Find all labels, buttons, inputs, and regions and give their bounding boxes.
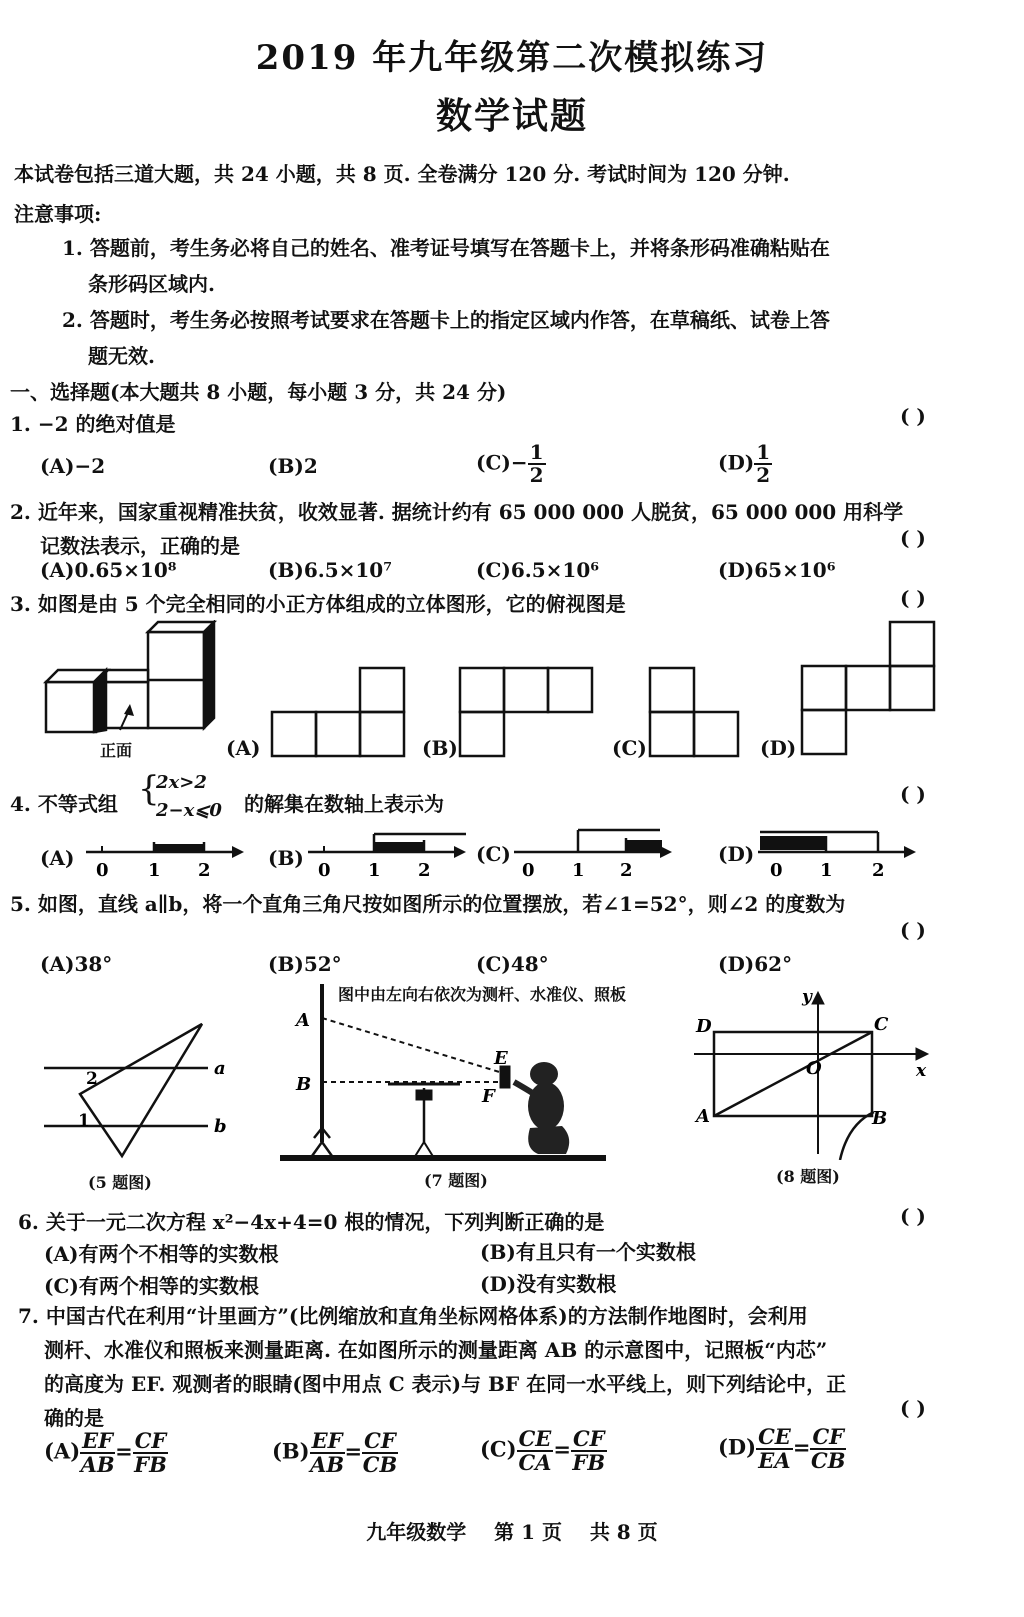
q3-option-d-figure — [796, 618, 940, 760]
q4a-tick-1: 1 — [148, 860, 161, 881]
q7-stem-line1: 7. 中国古代在利用“计里画方”(比例缩放和直角坐标网格体系)的方法制作地图时，会利用 — [18, 1304, 808, 1328]
q4-option-c-number-line — [512, 822, 676, 880]
q3-stem: 3. 如图是由 5 个完全相同的小正方体组成的立体图形，它的俯视图是 — [10, 592, 626, 616]
q7-option-c: (C) $\frac{CE}{CA}$ = $\frac{CF}{FB}$ — [480, 1426, 606, 1476]
q3-option-c-label: (C) — [612, 736, 647, 760]
notice-2-line1: 2. 答题时，考生务必按照考试要求在答题卡上的指定区域内作答，在草稿纸、试卷上答 — [62, 308, 830, 332]
q3-option-b-figure — [456, 664, 598, 760]
q3-option-a-label: (A) — [226, 736, 261, 760]
q4d-tick-0: 0 — [770, 860, 783, 880]
q5-option-b: (B)52° — [268, 952, 342, 976]
fig7-label-A: A — [296, 1010, 310, 1031]
q6-stem: 6. 关于一元二次方程 x²−4x+4=0 根的情况，下列判断正确的是 — [18, 1210, 605, 1234]
q1-option-a: (A)−2 — [40, 454, 106, 478]
q6-option-d: (D)没有实数根 — [480, 1272, 617, 1296]
fig8-caption: (8 题图) — [776, 1167, 840, 1186]
q1-answer-paren: ( ) — [900, 404, 926, 428]
q4-option-a-number-line — [84, 828, 248, 884]
fig7-label-F: F — [482, 1086, 495, 1107]
q6-answer-paren: ( ) — [900, 1204, 926, 1228]
q2-option-d: (D)65×10⁶ — [718, 558, 836, 582]
q4c-tick-0: 0 — [522, 860, 535, 880]
fig7-note: 图中由左向右依次为测杆、水准仪、照板 — [338, 985, 627, 1004]
q4-option-b-number-line — [306, 826, 470, 884]
fig7-surveying-diagram — [276, 978, 612, 1166]
page-footer: 九年级数学 第 1 页 共 8 页 — [366, 1520, 658, 1544]
q4-option-a-label: (A) — [40, 846, 75, 870]
q7-option-a: (A) $\frac{EF}{AB}$ = $\frac{CF}{FB}$ — [44, 1428, 167, 1478]
q4c-tick-2: 2 — [620, 860, 633, 880]
q2-option-a: (A)0.65×10⁸ — [40, 558, 177, 582]
q2-answer-paren: ( ) — [900, 526, 926, 550]
q3-option-c-figure — [646, 664, 746, 760]
q4b-tick-0: 0 — [318, 860, 331, 881]
q1-option-d: (D) $\frac{1}{2}$ — [718, 440, 771, 487]
q2-option-c: (C)6.5×10⁶ — [476, 558, 599, 582]
q3-answer-paren: ( ) — [900, 586, 926, 610]
q7-stem-line3: 的高度为 EF. 观测者的眼睛(图中用点 C 表示)与 BF 在同一水平线上，则下列结论中，正 — [44, 1372, 847, 1396]
fig8-label-D: D — [696, 1016, 712, 1037]
q2-option-b: (B)6.5×10⁷ — [268, 558, 392, 582]
q7-stem-line2: 测杆、水准仪和照板来测量距离. 在如图所示的测量距离 AB 的示意图中，记照板“内芯” — [44, 1338, 828, 1362]
q6-option-c: (C)有两个相等的实数根 — [44, 1274, 259, 1298]
fig8-label-C: C — [874, 1014, 889, 1035]
q4b-tick-2: 2 — [418, 860, 431, 881]
q4-brace: { — [138, 769, 160, 809]
q4-option-d-number-line — [756, 822, 920, 880]
q1-stem: 1. −2 的绝对值是 — [10, 412, 176, 436]
q4-option-d-label: (D) — [718, 842, 755, 866]
q4-stem-post: 的解集在数轴上表示为 — [244, 792, 444, 816]
q4-option-b-label: (B) — [268, 846, 304, 870]
q4c-tick-1: 1 — [572, 860, 585, 880]
fig5-parallel-lines-triangle — [40, 1012, 240, 1162]
intro-text: 本试卷包括三道大题，共 24 小题，共 8 页. 全卷满分 120 分. 考试时间为 120 分钟. — [14, 162, 790, 186]
fig8-label-O: O — [806, 1058, 822, 1079]
fig5-label-b: b — [214, 1116, 227, 1137]
notice-heading: 注意事项: — [14, 202, 102, 226]
q4b-tick-1: 1 — [368, 860, 381, 881]
q4a-tick-0: 0 — [96, 860, 109, 881]
q7-answer-paren: ( ) — [900, 1396, 926, 1420]
q2-stem-line2: 记数法表示，正确的是 — [40, 534, 240, 558]
q4-option-c-label: (C) — [476, 842, 511, 866]
q1-option-b: (B)2 — [268, 454, 318, 478]
q1-c-fraction: $\frac{1}{2}$ — [529, 440, 544, 487]
q6-option-b: (B)有且只有一个实数根 — [480, 1240, 696, 1264]
fig8-label-x: x — [916, 1061, 927, 1081]
q7-option-d: (D) $\frac{CE}{EA}$ = $\frac{CF}{CB}$ — [718, 1424, 846, 1474]
notice-1-line2: 条形码区域内. — [88, 272, 215, 296]
page-subtitle: 数学试题 — [435, 95, 588, 137]
q3-option-a-figure — [268, 664, 408, 760]
q5-stem: 5. 如图，直线 a∥b，将一个直角三角尺按如图所示的位置摆放，若∠1=52°，则∠2 的度数为 — [10, 892, 846, 916]
fig8-label-y: y — [802, 987, 812, 1007]
q7-stem-line4: 确的是 — [44, 1406, 104, 1430]
q3-option-b-label: (B) — [422, 736, 458, 760]
fig8-label-A: A — [696, 1106, 710, 1127]
fig7-caption: (7 题图) — [424, 1171, 488, 1190]
q5-option-d: (D)62° — [718, 952, 793, 976]
q1-option-c: (C)− $\frac{1}{2}$ — [476, 440, 544, 487]
fig7-label-B: B — [296, 1074, 312, 1095]
q3-option-d-label: (D) — [760, 736, 797, 760]
q4-stem-pre: 4. 不等式组 — [10, 792, 118, 816]
q5-option-a: (A)38° — [40, 952, 113, 976]
notice-2-line2: 题无效. — [88, 344, 155, 368]
q7-option-b: (B) $\frac{EF}{AB}$ = $\frac{CF}{CB}$ — [272, 1428, 398, 1478]
q4a-tick-2: 2 — [198, 860, 211, 881]
q3-front-label: 正面 — [100, 741, 133, 760]
fig8-coordinate-diagram — [690, 984, 940, 1160]
q5-answer-paren: ( ) — [900, 918, 926, 942]
q4d-tick-2: 2 — [872, 860, 885, 880]
notice-1-line1: 1. 答题前，考生务必将自己的姓名、准考证号填写在答题卡上，并将条形码准确粘贴在 — [62, 236, 830, 260]
fig5-caption: (5 题图) — [88, 1173, 152, 1192]
q4-inequality-2: 2−x⩽0 — [156, 800, 222, 821]
q1-d-fraction: $\frac{1}{2}$ — [756, 440, 771, 487]
fig5-angle-2: 2 — [86, 1069, 98, 1089]
q4d-tick-1: 1 — [820, 860, 833, 880]
fig5-angle-1: 1 — [78, 1111, 90, 1131]
q4-inequality-1: 2x>2 — [156, 772, 207, 793]
fig5-label-a: a — [214, 1058, 226, 1079]
page-title: 2019 年九年级第二次模拟练习 — [255, 38, 769, 78]
fig7-label-E: E — [494, 1048, 508, 1069]
q6-option-a: (A)有两个不相等的实数根 — [44, 1242, 279, 1266]
q2-stem-line1: 2. 近年来，国家重视精准扶贫，收效显著. 据统计约有 65 000 000 人脱贫，65 000 000 用科学 — [10, 500, 904, 524]
q5-option-c: (C)48° — [476, 952, 549, 976]
q4-answer-paren: ( ) — [900, 782, 926, 806]
fig8-label-B: B — [872, 1108, 888, 1129]
section-1-heading: 一、选择题(本大题共 8 小题，每小题 3 分，共 24 分) — [10, 380, 507, 404]
